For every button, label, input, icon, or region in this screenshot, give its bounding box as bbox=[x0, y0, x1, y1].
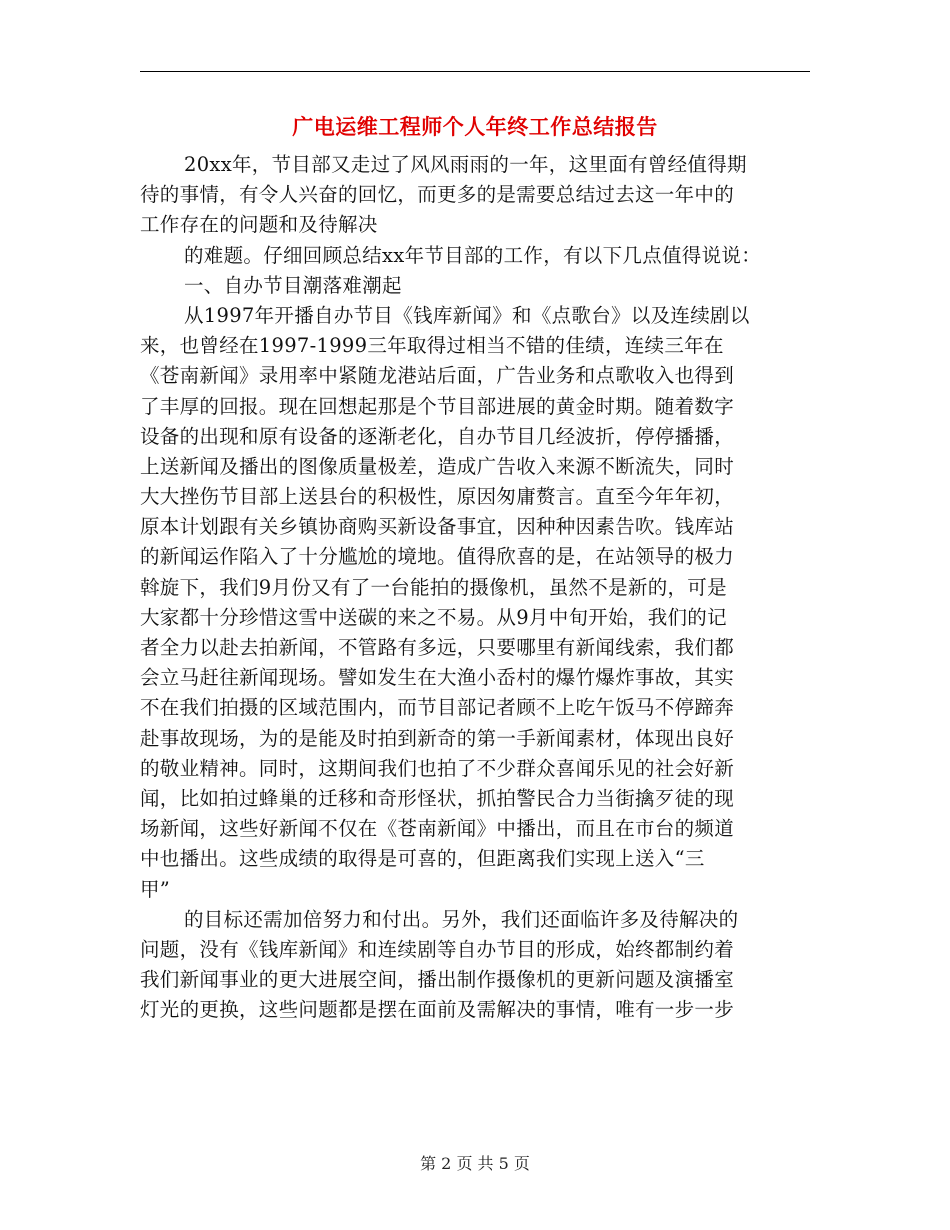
text-line: 的新闻运作陷入了十分尴尬的境地。值得欣喜的是，在站领导的极力 bbox=[140, 545, 735, 569]
text-line: 闻，比如拍过蜂巢的迁移和奇形怪状，抓拍警民合力当街擒歹徒的现 bbox=[140, 786, 735, 810]
text-line: 从1997年开播自办节目《钱库新闻》和《点歌台》以及连续剧以 bbox=[184, 303, 750, 327]
text-line: 灯光的更换，这些问题都是摆在面前及需解决的事情，唯有一步一步 bbox=[140, 998, 735, 1022]
text-line: 赴事故现场，为的是能及时拍到新奇的第一手新闻素材，体现出良好 bbox=[140, 726, 735, 750]
text-line: 甲” bbox=[140, 877, 171, 901]
text-line: 工作存在的问题和及待解决 bbox=[140, 213, 378, 237]
text-line: 场新闻，这些好新闻不仅在《苍南新闻》中播出，而且在市台的频道 bbox=[140, 817, 735, 841]
text-line: 问题，没有《钱库新闻》和连续剧等自办节目的形成，始终都制约着 bbox=[140, 937, 735, 961]
document-body bbox=[140, 150, 812, 1025]
text-line: 中也播出。这些成绩的取得是可喜的，但距离我们实现上送入“三 bbox=[140, 847, 705, 871]
text-line: 一、自办节目潮落难潮起 bbox=[184, 273, 402, 297]
text-line: 我们新闻事业的更大进展空间，播出制作摄像机的更新问题及演播室 bbox=[140, 968, 735, 992]
text-line: 者全力以赴去拍新闻，不管路有多远，只要哪里有新闻线索，我们都 bbox=[140, 636, 735, 659]
text-line: 大大挫伤节目部上送县台的积极性，原因匆庸赘言。直至今年年初， bbox=[140, 485, 735, 509]
header-rule bbox=[140, 71, 810, 72]
text-line: 《苍南新闻》录用率中紧随龙港站后面，广告业务和点歌收入也得到 bbox=[140, 364, 735, 388]
text-line: 来，也曾经在1997-1999三年取得过相当不错的佳绩，连续三年在 bbox=[140, 334, 724, 358]
text-line: 20xx年，节目部又走过了风风雨雨的一年，这里面有曾经值得期 bbox=[184, 153, 747, 176]
document-title: 广电运维工程师个人年终工作总结报告 bbox=[292, 114, 658, 139]
text-line: 不在我们拍摄的区域范围内，而节目部记者顾不上吃午饭马不停蹄奔 bbox=[140, 696, 735, 720]
text-line: 斡旋下，我们9月份又有了一台能拍的摄像机，虽然不是新的，可是 bbox=[140, 575, 727, 599]
text-line: 上送新闻及播出的图像质量极差，造成广告收入来源不断流失，同时 bbox=[140, 454, 735, 478]
text-line: 的敬业精神。同时，这期间我们也拍了不少群众喜闻乐见的社会好新 bbox=[140, 756, 735, 780]
text-line: 原本计划跟有关乡镇协商购买新设备事宜，因种种因素告吹。钱库站 bbox=[140, 515, 735, 539]
text-line: 待的事情，有令人兴奋的回忆，而更多的是需要总结过去这一年中的 bbox=[140, 183, 735, 207]
text-line: 设备的出现和原有设备的逐渐老化，自办节目几经波折，停停播播， bbox=[140, 424, 735, 448]
text-line: 的目标还需加倍努力和付出。另外，我们还面临许多及待解决的 bbox=[184, 907, 739, 931]
text-line: 了丰厚的回报。现在回想起那是个节目部进展的黄金时期。随着数字 bbox=[140, 394, 735, 418]
page-number-footer: 第 2 页 共 5 页 bbox=[420, 1154, 530, 1173]
text-line: 的难题。仔细回顾总结xx年节目部的工作，有以下几点值得说说： bbox=[184, 243, 761, 267]
text-line: 会立马赶往新闻现场。譬如发生在大渔小岙村的爆竹爆炸事故，其实 bbox=[140, 666, 735, 690]
text-line: 大家都十分珍惜这雪中送碳的来之不易。从9月中旬开始，我们的记 bbox=[140, 605, 727, 629]
